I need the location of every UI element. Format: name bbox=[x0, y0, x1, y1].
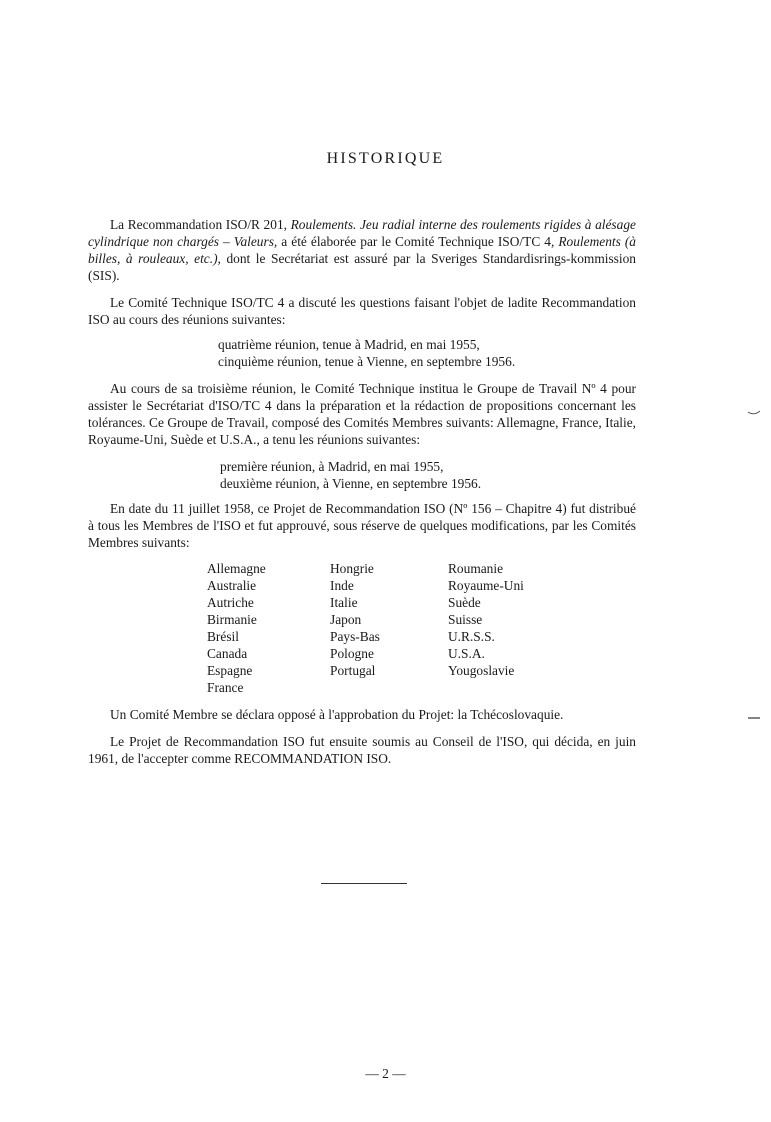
country-item: U.S.A. bbox=[448, 646, 485, 661]
page-number: — 2 — bbox=[365, 1066, 406, 1081]
meeting-item: deuxième réunion, à Vienne, en septembre 1956. bbox=[220, 476, 482, 491]
country-item: Hongrie bbox=[330, 561, 374, 576]
meeting-item: quatrième réunion, tenue à Madrid, en mai 1955, bbox=[218, 337, 480, 352]
meeting-item: première réunion, à Madrid, en mai 1955, bbox=[220, 459, 444, 474]
country-item: Portugal bbox=[330, 663, 376, 678]
intro-part-a: La Recommandation ISO/R 201, bbox=[110, 217, 291, 232]
country-item: Canada bbox=[207, 646, 248, 661]
meetings-list-committee bbox=[218, 336, 515, 370]
country-item: Yougoslavie bbox=[448, 663, 515, 678]
country-item: Royaume-Uni bbox=[448, 578, 524, 593]
country-item: Pays-Bas bbox=[330, 629, 380, 644]
country-item: Autriche bbox=[207, 595, 254, 610]
country-item: France bbox=[207, 680, 244, 695]
margin-mark bbox=[748, 410, 760, 416]
country-item: Japon bbox=[330, 612, 362, 627]
margin-mark bbox=[748, 714, 760, 720]
country-item: Inde bbox=[330, 578, 354, 593]
intro-part-e: dont le Secrétariat est assuré par la Sveriges Standardisrings-kommission (SIS). bbox=[88, 251, 636, 283]
country-column-3 bbox=[448, 560, 524, 679]
paragraph-acceptance bbox=[88, 733, 636, 767]
working-group-text: Au cours de sa troisième réunion, le Comité Technique institua le Groupe de Travail Nº 4 pour assister le Secrétariat d'ISO/TC 4 dans la préparation et la rédaction de propositions concernant les tolérances. Ce Groupe de Travail, composé des Comités Membres suivants: Allemagne, France, Italie, Royaume-Uni, Suède et U.S.A., a tenu les réunions suivantes: bbox=[88, 381, 636, 447]
intro-title-italic: Roulements. Jeu radial interne des roulements rigides à alésage cylindrique non chargés – Valeurs, bbox=[88, 217, 636, 249]
country-item: Birmanie bbox=[207, 612, 257, 627]
opposition-text: Un Comité Membre se déclara opposé à l'approbation du Projet: la Tchécoslovaquie. bbox=[110, 707, 564, 722]
intro-committee-italic: Roulements (à billes, à rouleaux, etc.), bbox=[88, 234, 636, 266]
country-item: Espagne bbox=[207, 663, 253, 678]
approval-text: En date du 11 juillet 1958, ce Projet de Recommandation ISO (Nº 156 – Chapitre 4) fut distribué à tous les Membres de l'ISO et fut approuvé, sous réserve de quelques modifications, par les Comités Membres suivants: bbox=[88, 501, 636, 550]
country-item: Allemagne bbox=[207, 561, 266, 576]
paragraph-working-group bbox=[88, 380, 636, 448]
paragraph-approval bbox=[88, 500, 636, 551]
intro-part-c: a été élaborée par le Comité Technique ISO/TC 4, bbox=[277, 234, 559, 249]
paragraph-intro bbox=[88, 216, 636, 284]
acceptance-text: Le Projet de Recommandation ISO fut ensuite soumis au Conseil de l'ISO, qui décida, en juin 1961, de l'accepter comme RECOMMANDATION ISO. bbox=[88, 734, 636, 766]
meeting-item: cinquième réunion, tenue à Vienne, en septembre 1956. bbox=[218, 354, 516, 369]
country-item: Roumanie bbox=[448, 561, 504, 576]
country-item: Suède bbox=[448, 595, 481, 610]
country-item: Italie bbox=[330, 595, 358, 610]
committee-text: Le Comité Technique ISO/TC 4 a discuté les questions faisant l'objet de ladite Recommandation ISO au cours des réunions suivantes: bbox=[88, 295, 636, 327]
page-title: HISTORIQUE bbox=[326, 150, 445, 167]
country-item: Australie bbox=[207, 578, 257, 593]
country-item: Pologne bbox=[330, 646, 374, 661]
meetings-list-working-group bbox=[220, 458, 481, 492]
paragraph-opposition bbox=[88, 706, 636, 723]
country-item: Brésil bbox=[207, 629, 239, 644]
paragraph-committee bbox=[88, 294, 636, 328]
country-column-1 bbox=[207, 560, 266, 696]
country-column-2 bbox=[330, 560, 380, 679]
country-item: Suisse bbox=[448, 612, 483, 627]
country-item: U.R.S.S. bbox=[448, 629, 495, 644]
divider-rule bbox=[321, 883, 407, 884]
